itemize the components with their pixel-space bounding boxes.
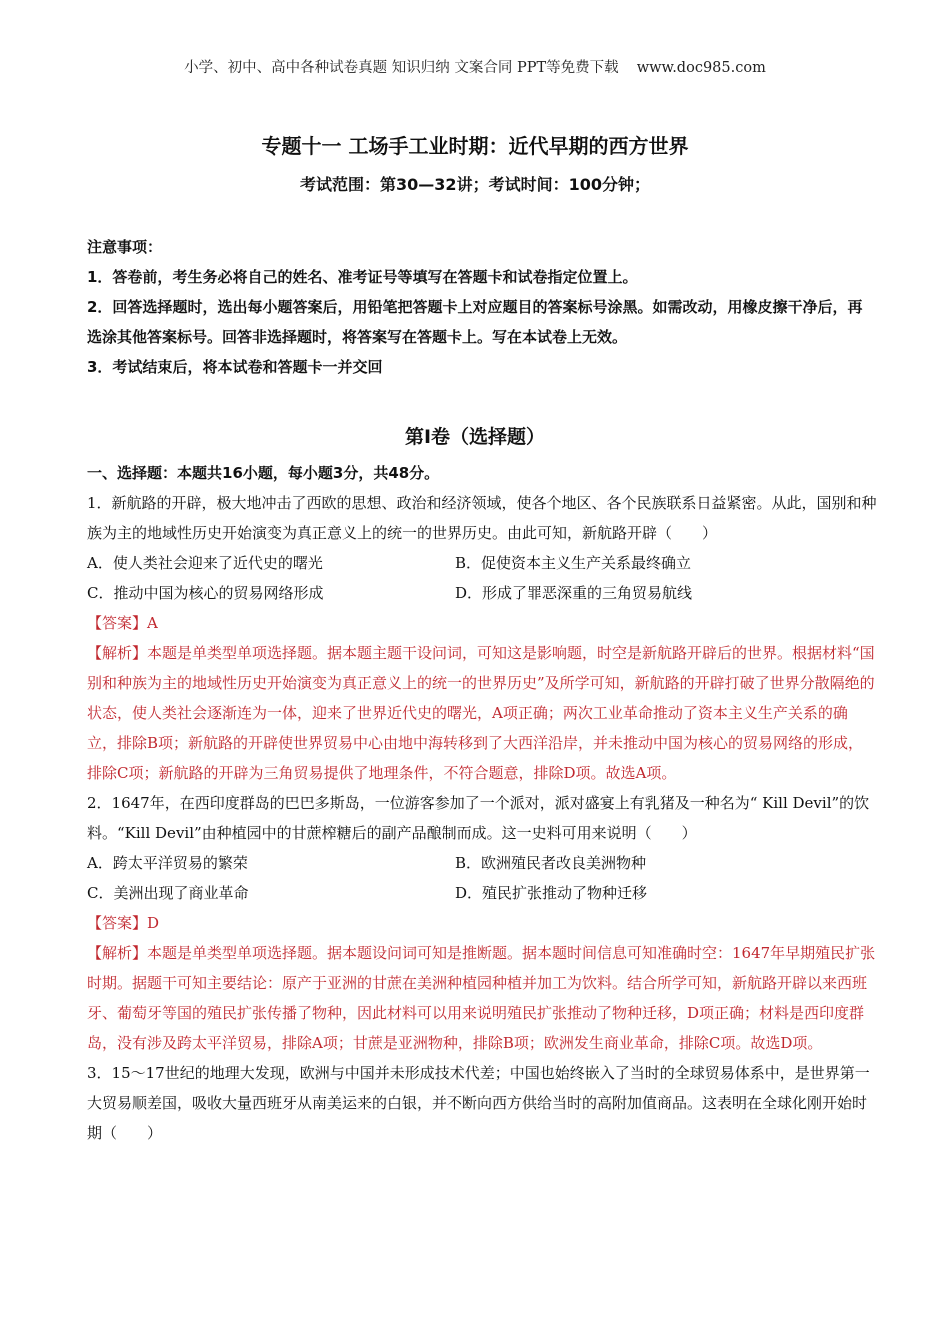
header-site-link[interactable]: www.doc985.com	[636, 60, 766, 76]
page-header	[0, 56, 950, 77]
option-a: A．跨太平洋贸易的繁荣	[87, 854, 248, 872]
part-heading: 一、选择题：本题共16小题，每小题3分，共48分。	[87, 464, 440, 482]
option-c: C．推动中国为核心的贸易网络形成	[87, 584, 324, 602]
questions-section	[87, 458, 877, 1148]
question-stem: 3．15～17世纪的地理大发现，欧洲与中国并未形成技术代差；中国也始终嵌入了当时的全球贸易体系中，是世界第一大贸易顺差国，吸收大量西班牙从南美运来的白银，并不断向西方供给当时的高附加值商品。这表明在全球化刚开始时期（ ）	[87, 1064, 870, 1142]
option-c: C．美洲出现了商业革命	[87, 884, 249, 902]
question-options	[87, 548, 877, 608]
question-stem: 2．1647年，在西印度群岛的巴巴多斯岛，一位游客参加了一个派对，派对盛宴上有乳猪及一种名为“ Kill Devil”的饮料。“Kill Devil”由种植园中的甘蔗榨糖后的副产品酿制而成。这一史料可用来说明（ ）	[87, 794, 870, 842]
question-options	[87, 848, 877, 908]
notes-section	[87, 232, 877, 382]
question-3	[87, 1058, 877, 1148]
note-item: 2．回答选择题时，选出每小题答案后，用铅笔把答题卡上对应题目的答案标号涂黑。如需改动，用橡皮擦干净后，再选涂其他答案标号。回答非选择题时，将答案写在答题卡上。写在本试卷上无效。	[87, 298, 863, 346]
option-b: B．促使资本主义生产关系最终确立	[455, 554, 692, 572]
note-item: 3．考试结束后，将本试卷和答题卡一并交回	[87, 358, 383, 376]
question-1	[87, 488, 877, 788]
analysis-text: 【解析】本题是单类型单项选择题。据本题设问词可知是推断题。据本题时间信息可知准确时空：1647年早期殖民扩张时期。据题干可知主要结论：原产于亚洲的甘蔗在美洲种植园种植并加工为饮料。结合所学可知，新航路开辟以来西班牙、葡萄牙等国的殖民扩张传播了物种，因此材料可以用来说明殖民扩张推动了物种迁移，D项正确；材料是西印度群岛，没有涉及跨太平洋贸易，排除A项；甘蔗是亚洲物种，排除B项；欧洲发生商业革命，排除C项。故选D项。	[87, 944, 876, 1052]
note-item: 1．答卷前，考生务必将自己的姓名、准考证号等填写在答题卡和试卷指定位置上。	[87, 268, 638, 286]
option-a: A．使人类社会迎来了近代史的曙光	[87, 554, 323, 572]
option-d: D．殖民扩张推动了物种迁移	[455, 884, 648, 902]
analysis-text: 【解析】本题是单类型单项选择题。据本题主题干设问词，可知这是影响题，时空是新航路开辟后的世界。根据材料“国别和种族为主的地域性历史开始演变为真正意义上的统一的世界历史”及所学可知，新航路的开辟打破了世界分散隔绝的状态，使人类社会逐渐连为一体，迎来了世界近代史的曙光，A项正确；两次工业革命推动了资本主义生产关系的确立，排除B项；新航路的开辟使世界贸易中心由地中海转移到了大西洋沿岸，并未推动中国为核心的贸易网络的形成，排除C项；新航路的开辟为三角贸易提供了地理条件，不符合题意，排除D项。故选A项。	[87, 644, 875, 782]
section-title: 第I卷（选择题）	[404, 426, 546, 448]
header-text: 小学、初中、高中各种试卷真题 知识归纳 文案合同 PPT等免费下载	[184, 60, 619, 76]
notes-heading: 注意事项：	[87, 238, 163, 256]
exam-title: 专题十一 工场手工业时期：近代早期的西方世界	[261, 134, 689, 158]
option-d: D．形成了罪恶深重的三角贸易航线	[455, 584, 693, 602]
question-2	[87, 788, 877, 1058]
question-stem: 1．新航路的开辟，极大地冲击了西欧的思想、政治和经济领域，使各个地区、各个民族联系日益紧密。从此，国别和种族为主的地域性历史开始演变为真正意义上的统一的世界历史。由此可知，新航路开辟（ ）	[87, 494, 877, 542]
option-b: B．欧洲殖民者改良美洲物种	[455, 854, 647, 872]
answer-line: 【答案】A	[87, 614, 158, 632]
answer-line: 【答案】D	[87, 914, 160, 932]
exam-subtitle: 考试范围：第30—32讲；考试时间：100分钟；	[300, 175, 650, 194]
